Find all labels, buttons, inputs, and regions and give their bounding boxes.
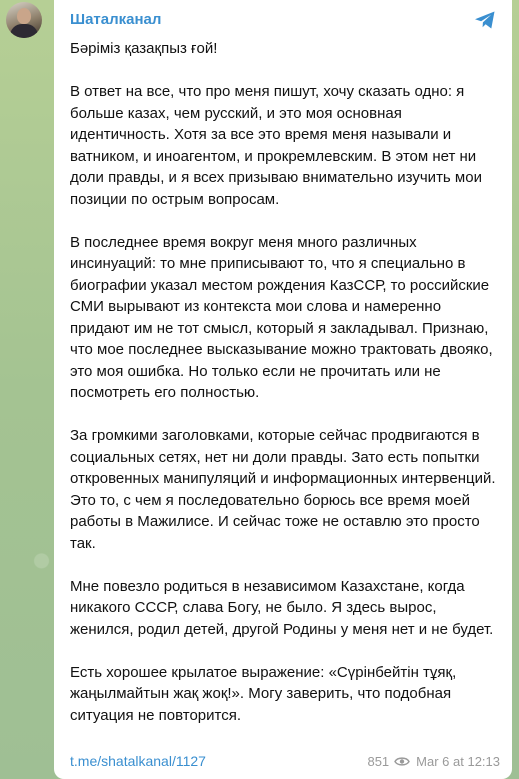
message-paragraph: Бәріміз қазақпыз ғой! (70, 40, 218, 57)
message-paragraph: В ответ на все, что про меня пишут, хочу сказать одно: я больше казах, чем русский, и это моя основная идентичность. Хотя за все это время меня называли и ватником, и иноагентом, и прокремлевским. В этом нет ни доли правды, и я всех призываю внимательно изучить мои позиции по острым вопросам. (70, 83, 482, 208)
message-paragraph: За громкими заголовками, которые сейчас продвигаются в социальных сетях, нет ни доли правды. Зато есть попытки откровенных манипуляций и информационных интервенций. Это то, с чем я последовательно борюсь все время моей работы в Мажилисе. И сейчас тоже не оставлю это просто так. (70, 427, 496, 552)
message-meta (367, 754, 500, 769)
message-bubble (54, 0, 512, 779)
message-paragraph: В последнее время вокруг меня много различных инсинуаций: то мне приписывают то, что я специально в биографии указал местом рождения КазССР, то российские СМИ вырывают из контекста мои слова и намеренно придают им не тот смысл, который я закладывал. Признаю, что мое последнее высказывание можно трактовать двояко, это моя ошибка. Но только если не прочитать или не посмотреть его полностью. (70, 233, 493, 401)
message-footer (70, 752, 500, 772)
telegram-share-icon (472, 8, 498, 32)
avatar-body (10, 24, 38, 38)
avatar-head (17, 8, 31, 24)
message-text (70, 38, 500, 748)
message-paragraph: Есть хорошее крылатое выражение: «Сүрінбейтін тұяқ, жаңылмайтын жақ жоқ!». Могу заверить, что подобная ситуация не повторится. (70, 663, 457, 724)
post-date: Mar 6 at 12:13 (416, 754, 500, 769)
view-count: 851 (367, 754, 390, 769)
channel-name[interactable]: Шаталканал (70, 11, 162, 28)
post-link[interactable]: t.me/shatalkanal/1127 (70, 753, 206, 769)
message-paragraph: Мне повезло родиться в независимом Казахстане, когда никакого СССР, слава Богу, не было. Я здесь вырос, женился, родил детей, другой Родины у меня нет и не будет. (70, 577, 494, 638)
eye-icon (394, 756, 410, 767)
share-button[interactable] (472, 8, 498, 32)
channel-avatar[interactable] (6, 2, 42, 38)
